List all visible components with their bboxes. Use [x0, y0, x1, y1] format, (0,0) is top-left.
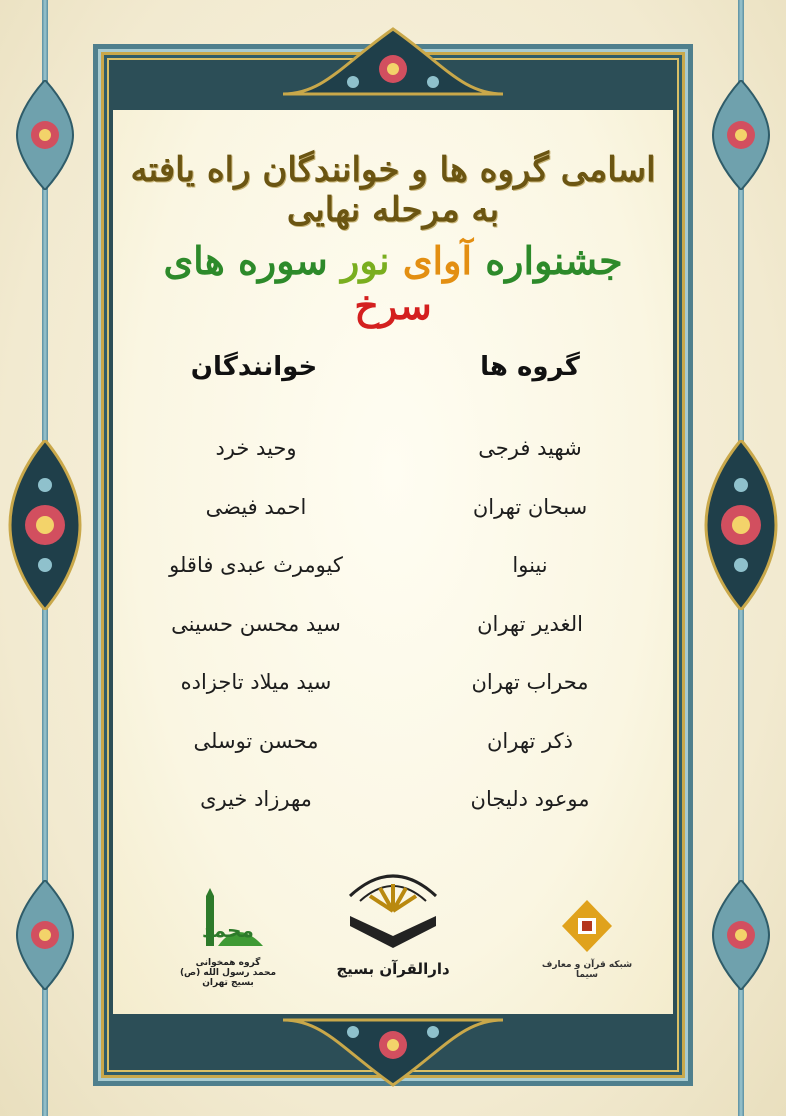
ornament-large-medallion-icon: [8, 440, 82, 610]
ornament-medallion-icon: [15, 80, 75, 190]
darolquran-logo-caption: دارالقرآن بسیج: [336, 960, 450, 978]
list-item: احمد فیضی: [205, 494, 307, 519]
readers-list: [146, 436, 366, 846]
quran-network-logo: [532, 896, 642, 986]
list-item: محسن توسلی: [193, 728, 319, 753]
muhammad-logo-name: محمد: [202, 918, 254, 942]
right-ornament-column: [702, 0, 780, 1116]
list-item: ذکر تهران: [487, 728, 573, 753]
muhammad-logo-caption: محمد رسول الله (ص) بسیج تهران: [179, 968, 277, 988]
list-item: سید محسن حسینی: [171, 611, 341, 636]
top-crest-ornament-icon: [283, 24, 503, 104]
list-item: کیومرث عبدی فاقلو: [169, 553, 343, 577]
muhammad-group-logo: [168, 888, 288, 988]
festival-title-word: سرخ: [354, 283, 432, 328]
poster-title: اسامی گروه ها و خوانندگان راه یافته به مرحله نهایی: [130, 150, 656, 230]
groups-column-header: گروه ها: [480, 352, 580, 382]
list-item: مهرزاد خیری: [200, 787, 312, 811]
list-item: نینوا: [512, 553, 548, 577]
list-item: وحید خرد: [215, 436, 297, 460]
festival-title-word: سوره های: [163, 238, 328, 283]
list-item: محراب تهران: [471, 670, 589, 694]
ornament-medallion-icon: [711, 880, 771, 990]
muhammad-logo-caption: گروه همخوانی: [195, 958, 261, 968]
list-item: موعود دلیجان: [470, 787, 590, 811]
readers-column-header: خوانندگان: [190, 352, 318, 382]
open-book-sunrise-icon: [330, 856, 456, 956]
left-ornament-column: [6, 0, 84, 1116]
list-item: شهید فرجی: [478, 436, 582, 460]
festival-title-word: آوای: [402, 238, 473, 283]
groups-list: [420, 436, 640, 846]
festival-title: [120, 238, 666, 328]
ornament-medallion-icon: [711, 80, 771, 190]
ornament-medallion-icon: [15, 880, 75, 990]
festival-title-word: جشنواره: [485, 238, 623, 283]
list-item: الغدیر تهران: [477, 611, 583, 636]
list-item: سید میلاد تاجزاده: [180, 670, 332, 694]
quran-network-caption: شبکه قرآن و معارف سیما: [541, 960, 633, 980]
ornament-large-medallion-icon: [704, 440, 778, 610]
bottom-crest-ornament-icon: [283, 1010, 503, 1090]
darolquran-basij-logo: [330, 856, 456, 980]
quran-network-emblem-icon: [532, 896, 642, 956]
list-item: سبحان تهران: [472, 494, 588, 519]
festival-title-word: نور: [341, 238, 390, 283]
